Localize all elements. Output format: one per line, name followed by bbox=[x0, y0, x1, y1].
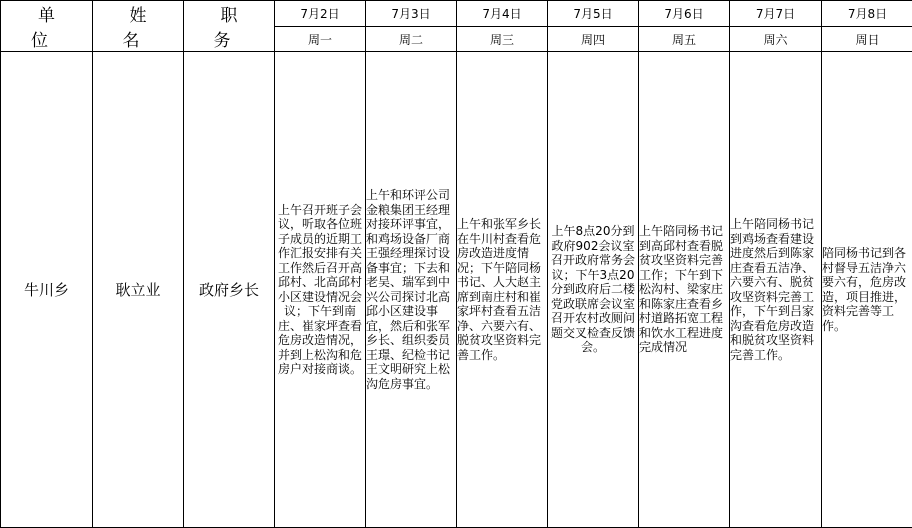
header-row-dates bbox=[1, 1, 912, 27]
header-date: 7月8日 bbox=[822, 1, 912, 27]
header-date: 7月7日 bbox=[730, 1, 822, 27]
header-date: 7月2日 bbox=[275, 1, 366, 27]
schedule-entry-wed: 上午和张军乡长在牛川村查看危房改造进度情况；下午陪同杨书记、人大赵主席到南庄村和崔家坪村查看五洁净、六要六有、脱贫攻坚资料完善工作。 bbox=[457, 52, 548, 528]
header-weekday: 周五 bbox=[639, 27, 730, 52]
header-date: 7月4日 bbox=[457, 1, 548, 27]
header-weekday: 周一 bbox=[275, 27, 366, 52]
header-date: 7月3日 bbox=[366, 1, 457, 27]
schedule-entry-sun: 陪同杨书记到各村督导五洁净六要六有，危房改造，项目推进，资料完善等工作。 bbox=[822, 52, 912, 528]
header-date: 7月5日 bbox=[548, 1, 639, 27]
header-weekday: 周日 bbox=[822, 27, 912, 52]
header-weekday: 周六 bbox=[730, 27, 822, 52]
header-name: 姓 名 bbox=[93, 1, 184, 52]
header-weekday: 周四 bbox=[548, 27, 639, 52]
schedule-entry-thu: 上午8点20分到政府902会议室召开政府常务会议；下午3点20分到政府后二楼党政联席会议室召开农村改厕问题交叉检查反馈会。 bbox=[548, 52, 639, 528]
table-row bbox=[1, 52, 912, 528]
schedule-entry-mon: 上午召开班子会议，听取各位班子成员的近期工作汇报安排有关工作然后召开高邱村、北高邱村小区建设情况会议；下午到南庄、崔家坪查看危房改造情况，并到上松沟和危房户对接商谈。 bbox=[275, 52, 366, 528]
schedule-entry-sat: 上午陪同杨书记到鸡场查看建设进度然后到陈家庄查看五洁净、六要六有、脱贫攻坚资料完善工作，下午到吕家沟查看危房改造和脱贫攻坚资料完善工作。 bbox=[730, 52, 822, 528]
header-position: 职 务 bbox=[184, 1, 275, 52]
person-name-cell: 耿立业 bbox=[93, 52, 184, 528]
position-cell: 政府乡长 bbox=[184, 52, 275, 528]
schedule-entry-tue: 上午和环评公司金粮集团王经理对接环评事宜，和鸡场设备厂商王强经理探讨设备事宜；下去和老吴、瑞军到中兴公司探讨北高邱小区建设事宜，然后和张军乡长、组织委员王璟、纪检书记王文明研究上松沟危房事宜。 bbox=[366, 52, 457, 528]
unit-cell: 牛川乡 bbox=[1, 52, 93, 528]
header-date: 7月6日 bbox=[639, 1, 730, 27]
header-weekday: 周三 bbox=[457, 27, 548, 52]
header-unit: 单 位 bbox=[1, 1, 93, 52]
schedule-entry-fri: 上午陪同杨书记到高邱村查看脱贫攻坚资料完善工作；下午到下松沟村、梁家庄和陈家庄查看乡村道路拓宽工程和饮水工程进度完成情况 bbox=[639, 52, 730, 528]
header-weekday: 周二 bbox=[366, 27, 457, 52]
